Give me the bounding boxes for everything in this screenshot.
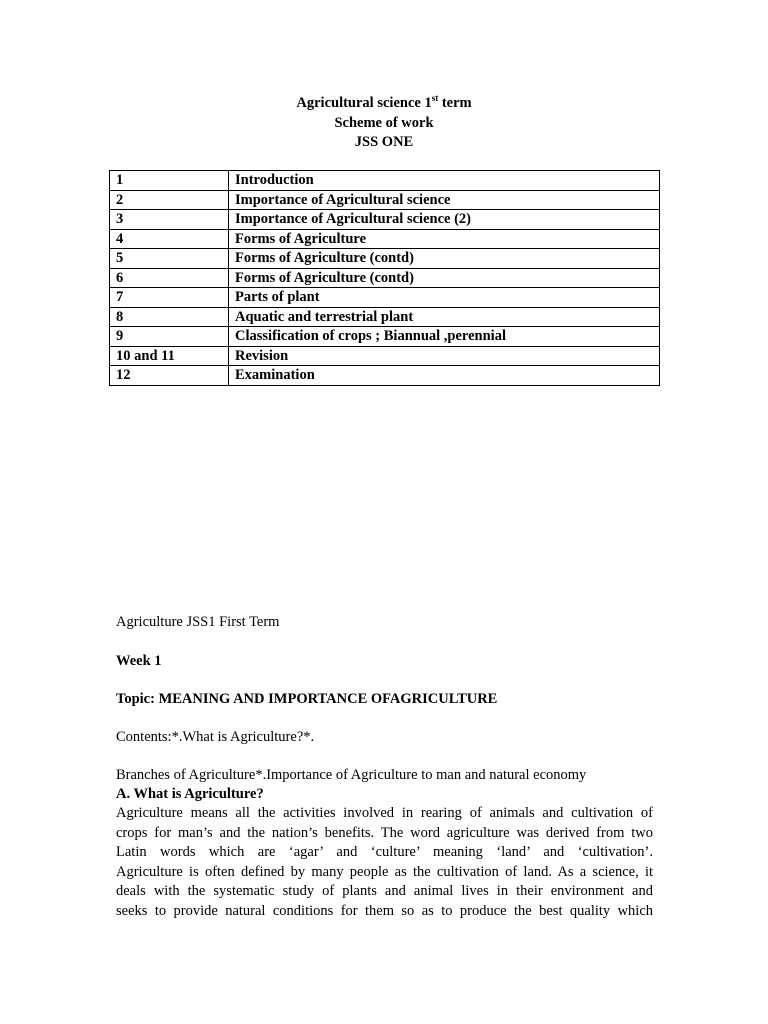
title-superscript: st bbox=[431, 93, 439, 103]
table-row bbox=[110, 366, 660, 386]
topic-cell: Examination bbox=[229, 366, 660, 386]
table-row bbox=[110, 327, 660, 347]
lesson-heading: Agriculture JSS1 First Term bbox=[116, 614, 280, 630]
table-row bbox=[110, 346, 660, 366]
topic-cell: Aquatic and terrestrial plant bbox=[229, 307, 660, 327]
paragraph-line: Agriculture is often defined by many people as the cultivation of land. As a science, it bbox=[116, 863, 653, 880]
table-row bbox=[110, 210, 660, 230]
week-cell: 8 bbox=[110, 307, 229, 327]
week-cell: 12 bbox=[110, 366, 229, 386]
week-cell: 9 bbox=[110, 327, 229, 347]
document-header bbox=[0, 94, 768, 153]
topic-cell: Revision bbox=[229, 346, 660, 366]
week-cell: 1 bbox=[110, 171, 229, 191]
topic-cell: Forms of Agriculture (contd) bbox=[229, 268, 660, 288]
lesson-branches: Branches of Agriculture*.Importance of Agriculture to man and natural economy bbox=[116, 767, 587, 783]
table-row bbox=[110, 190, 660, 210]
topic-cell: Importance of Agricultural science bbox=[229, 190, 660, 210]
agriculture-paragraph bbox=[116, 804, 653, 921]
table-row bbox=[110, 249, 660, 269]
table-row bbox=[110, 171, 660, 191]
week-cell: 2 bbox=[110, 190, 229, 210]
paragraph-line: Agriculture means all the activities involved in rearing of animals and cultivation of bbox=[116, 805, 653, 821]
topic-cell: Importance of Agricultural science (2) bbox=[229, 210, 660, 230]
table-row bbox=[110, 288, 660, 308]
paragraph-line: seeks to provide natural conditions for them so as to produce the best quality which bbox=[116, 902, 653, 919]
table-row bbox=[110, 268, 660, 288]
table-row bbox=[110, 229, 660, 249]
topic-cell: Parts of plant bbox=[229, 288, 660, 308]
lesson-week: Week 1 bbox=[116, 653, 162, 669]
section-a-heading: A. What is Agriculture? bbox=[116, 786, 264, 802]
document-title: Agricultural science 1st term bbox=[296, 93, 472, 111]
topic-cell: Forms of Agriculture bbox=[229, 229, 660, 249]
table-row bbox=[110, 307, 660, 327]
week-cell: 4 bbox=[110, 229, 229, 249]
lesson-contents: Contents:*.What is Agriculture?*. bbox=[116, 729, 315, 745]
scheme-of-work-table bbox=[109, 170, 660, 386]
paragraph-line: crops for man’s and the nation’s benefits. The word agriculture was derived from two bbox=[116, 824, 653, 841]
paragraph-line: deals with the systematic study of plants and animal lives in their environment and bbox=[116, 883, 653, 899]
week-cell: 7 bbox=[110, 288, 229, 308]
class-label: JSS ONE bbox=[354, 134, 414, 150]
week-cell: 3 bbox=[110, 210, 229, 230]
topic-cell: Forms of Agriculture (contd) bbox=[229, 249, 660, 269]
paragraph-line: Latin words which are ‘agar’ and ‘culture’ meaning ‘land’ and ‘cultivation’. bbox=[116, 844, 653, 860]
document-subtitle: Scheme of work bbox=[334, 114, 434, 131]
topic-cell: Introduction bbox=[229, 171, 660, 191]
week-cell: 6 bbox=[110, 268, 229, 288]
week-cell: 10 and 11 bbox=[110, 346, 229, 366]
week-cell: 5 bbox=[110, 249, 229, 269]
lesson-topic: Topic: MEANING AND IMPORTANCE OFAGRICULTURE bbox=[116, 691, 498, 707]
topic-cell: Classification of crops ; Biannual ,perennial bbox=[229, 327, 660, 347]
